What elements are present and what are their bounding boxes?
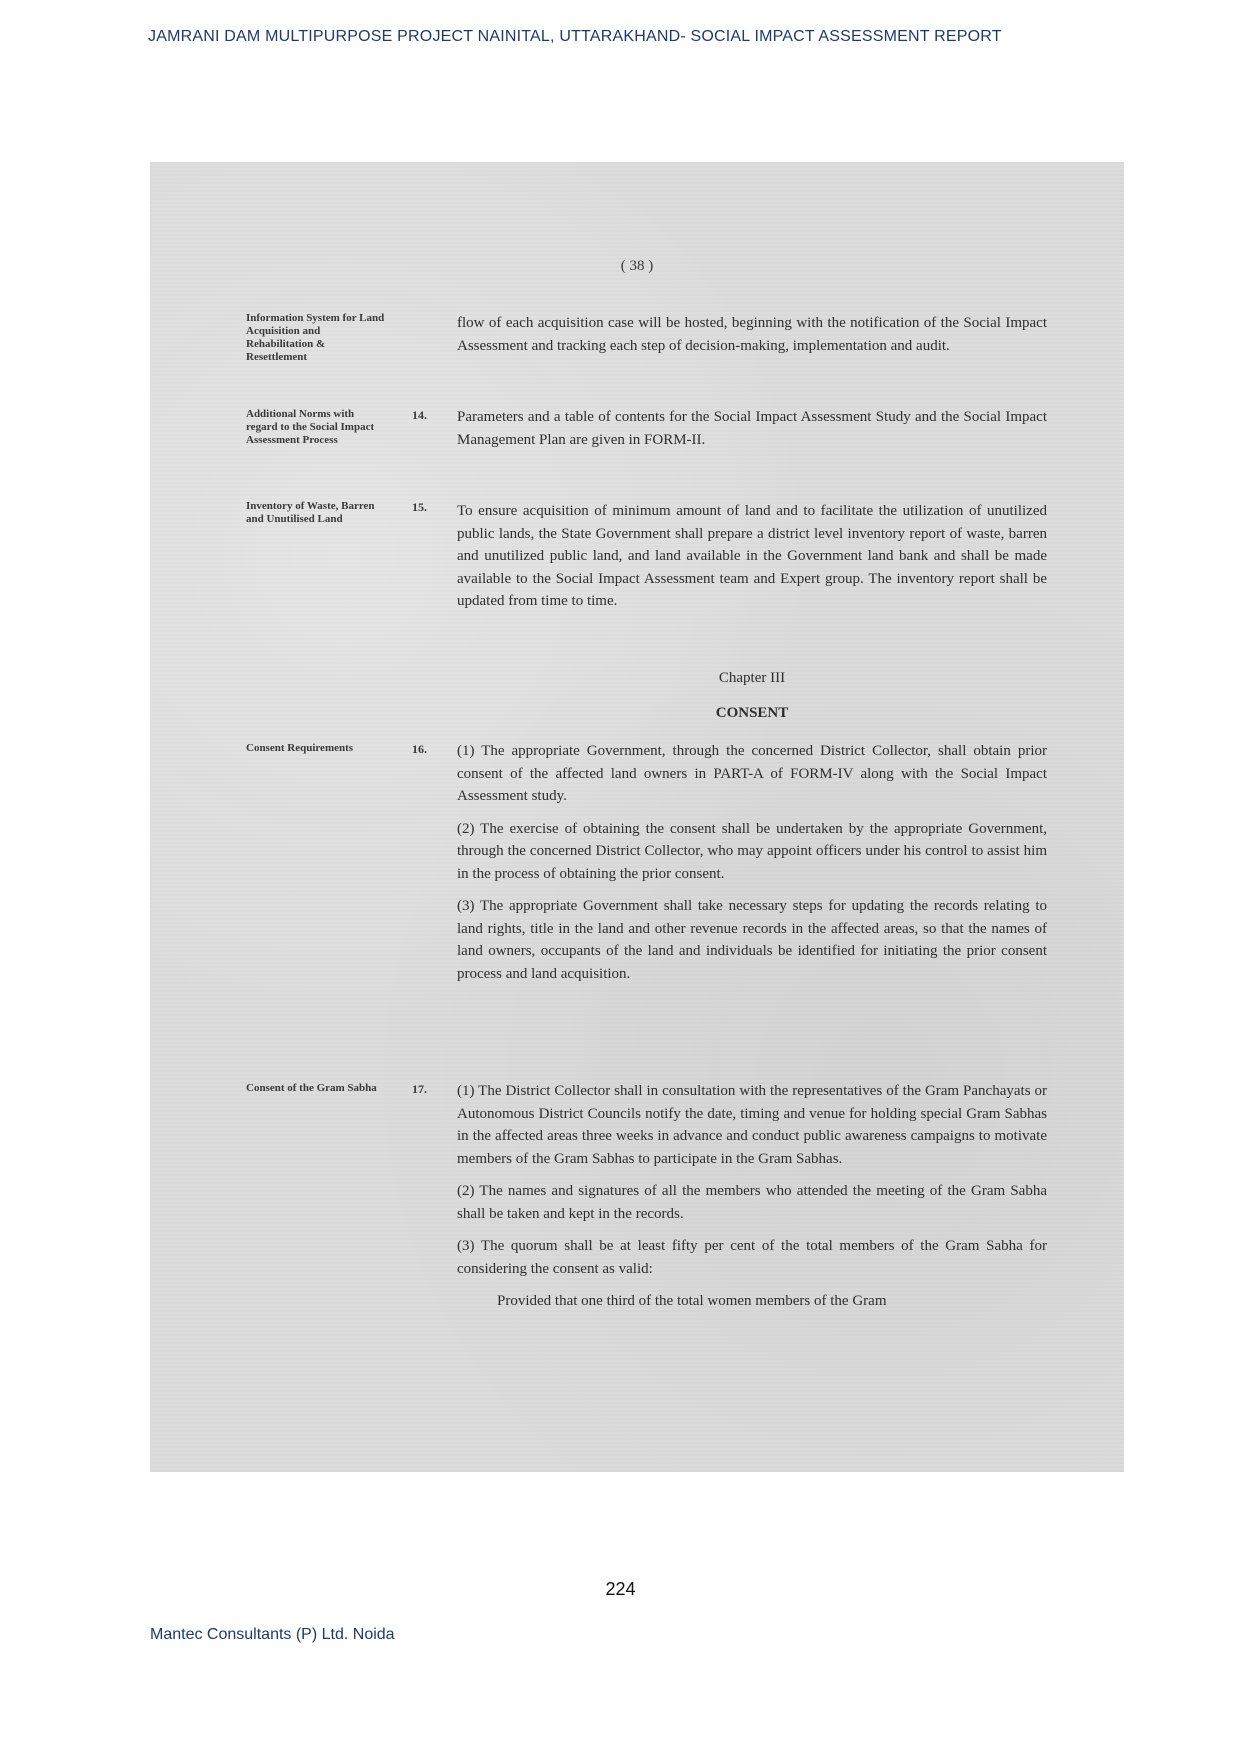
section-16-number: 16. — [412, 742, 427, 756]
section-17-para-1: (1) The District Collector shall in consultation with the representatives of the Gram Panchayats or Autonomous District Councils notify the date, timing and venue for holding special Gram Sabhas in the affected areas three weeks in advance and conduct public awareness campaigns to motivate members of the Gram Sabhas to participate in the Gram Sabhas. — [457, 1083, 1047, 1167]
page-number: 224 — [605, 1579, 636, 1599]
section-14-number: 14. — [412, 408, 427, 422]
section-17-text — [457, 1080, 1047, 1323]
section-13-para: flow of each acquisition case will be hosted, beginning with the notification of the Social Impact Assessment and tracking each step of decision-making, implementation and audit. — [457, 315, 1047, 354]
footer-company: Mantec Consultants (P) Ltd. Noida — [150, 1626, 395, 1643]
side-label-14: Additional Norms with regard to the Social Impact Assessment Process — [246, 408, 375, 446]
side-label-16: Consent Requirements — [246, 742, 354, 754]
section-17-proviso: Provided that one third of the total women members of the Gram — [497, 1293, 887, 1309]
chapter-label: Chapter III — [718, 670, 786, 686]
side-label-17: Consent of the Gram Sabha — [246, 1082, 377, 1094]
chapter-title: CONSENT — [715, 705, 789, 721]
section-15-number: 15. — [412, 500, 427, 514]
section-16-para-3: (3) The appropriate Government shall take necessary steps for updating the records relating to land rights, title in the land and other revenue records in the affected areas, so that the names of land owners, occupants of the land and individuals be identified for initiating the prior consent process and land acquisition. — [457, 898, 1047, 982]
section-15-para: To ensure acquisition of minimum amount of land and to facilitate the utilization of unutilized public lands, the State Government shall prepare a district level inventory report of waste, barren and unutilized public land, and land available in the Government land bank and shall be made available to the Social Impact Assessment team and Expert group. The inventory report shall be updated from time to time. — [457, 503, 1047, 609]
side-label-15: Inventory of Waste, Barren and Unutilised Land — [246, 500, 375, 525]
section-14-text — [457, 406, 1047, 461]
section-17-para-2: (2) The names and signatures of all the members who attended the meeting of the Gram Sabha shall be taken and kept in the records. — [457, 1183, 1047, 1222]
section-16-text — [457, 740, 1047, 995]
section-16-para-1: (1) The appropriate Government, through the concerned District Collector, shall obtain prior consent of the affected land owners in PART-A of FORM-IV along with the Social Impact Assessment study. — [457, 743, 1047, 804]
section-16-para-2: (2) The exercise of obtaining the consent shall be undertaken by the appropriate Government, through the concerned District Collector, who may appoint officers under his control to assist him in the process of obtaining the prior consent. — [457, 820, 1047, 882]
section-17-para-3: (3) The quorum shall be at least fifty per cent of the total members of the Gram Sabha for considering the consent as valid: — [457, 1238, 1047, 1277]
section-14-para: Parameters and a table of contents for the Social Impact Assessment Study and the Social Impact Management Plan are given in FORM-II. — [457, 409, 1047, 448]
section-17-number: 17. — [412, 1082, 427, 1096]
section-15-text — [457, 500, 1047, 623]
scan-page-number: ( 38 ) — [620, 258, 654, 274]
section-13-text — [457, 312, 1047, 367]
scanned-gazette-page — [150, 162, 1124, 1472]
report-header: JAMRANI DAM MULTIPURPOSE PROJECT NAINITAL, UTTARAKHAND- SOCIAL IMPACT ASSESSMENT REPORT — [148, 28, 1002, 45]
side-label-13: Information System for Land Acquisition and Rehabilitation & Resettlement — [246, 312, 385, 363]
